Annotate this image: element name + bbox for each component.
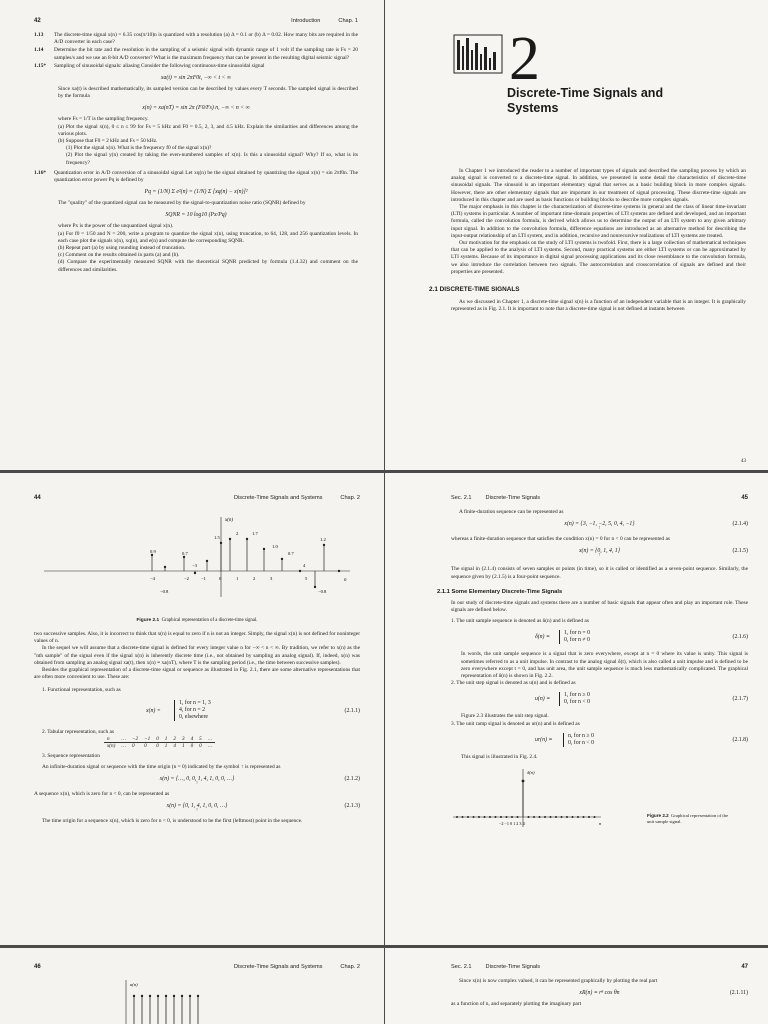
tick-label: 5 bbox=[305, 576, 308, 581]
paragraph: In Chapter 1 we introduced the reader to a number of important types of signals and described the sampling process by which an analog signal is converted to a discrete-time signal. In addition, we presented in some detail the characteristics of discrete-time sinusoidal signals. The sinusoid is an important elementary signal that serves as a basic building block in more complex signals. However, there are other elementary signals that are important in our treatment of signal processing. These discrete-time signals are introduced in this chapter and are used as basis functions or building blocks to describe more complex signals. bbox=[451, 168, 746, 203]
paragraph: two successive samples. Also, it is incorrect to think that x(n) is equal to zero if n is not an integer. Simply, the signal x(n) is not defined for noninteger values of n. bbox=[34, 631, 360, 645]
paragraph: The major emphasis in this chapter is the characterization of discrete-time systems in general and the class of linear time-invariant (LTI) systems in particular. A number of important time-domain properties of LTI systems are defined and developed, and an important formula, called the convolution formula, is derived which allows us to determine the output of an LTI system to any given arbitrary input signal. In addition to the convolution formula, difference equations are introduced as an alternative method for describing the input-output relationship of an LTI system, and in addition, recursive and nonrecursive realizations of LTI systems are treated. bbox=[451, 204, 746, 239]
impulse-marker bbox=[522, 780, 525, 783]
part-a: (a) Plot the signal x(n), 0 ≤ n ≤ 99 for Fs = 5 kHz and F0 = 0.5, 2, 3, and 4.5 kHz. Explain the similarities and differences among the various plots. bbox=[58, 123, 358, 137]
sample-marker bbox=[577, 816, 579, 818]
sample-marker bbox=[561, 816, 563, 818]
value-label: 0.9 bbox=[150, 549, 156, 554]
page-47 bbox=[385, 948, 768, 1024]
exercise-1-13: 1.13 The discrete-time signal x(n) = 6.35 cos(π/10)n is quantized with a resolution (a) Δ = 0.1 or (b) Δ = 0.02. How many bits are required in the A/D converter in each case? bbox=[34, 32, 358, 46]
paragraph: As we discussed in Chapter 1, a discrete-time signal x(n) is a function of an independent variable that is an integer. It is graphically represented as in Fig. 2.1. It is important to note that a discrete-time signal is not defined at instants between bbox=[451, 299, 746, 313]
figure-2-2 bbox=[451, 765, 748, 835]
paragraph: In words, the unit sample sequence is a signal that is zero everywhere, except at n = 0 where its value is unity. This signal is sometimes referred to as a unit impulse. In contrast to the analog signal δ(t), which is also called a unit impulse and is defined to be zero everywhere except t = 0, and has unit area, the unit sample sequence is much less mathematically complicated. The graphical representation of δ(n) is shown in Fig. 2.2. bbox=[461, 651, 748, 680]
equation: x(n) = xa(nT) = sin 2π (F0/Fs) n, −∞ < n < ∞ bbox=[142, 105, 250, 112]
list-item: 3. The unit ramp signal is denoted as ur(n) and is defined as bbox=[451, 720, 580, 727]
table-cell: 2 bbox=[170, 736, 179, 743]
paragraph: Our motivation for the emphasis on the study of LTI systems is twofold. First, there is a large collection of mathematical techniques that can be applied to the analysis of LTI systems. Second, many practical systems are either LTI systems or can be approximated by LTI systems. Because of its importance in digital signal processing applications and its close resemblance to the convolution formula, we also introduce the correlation between two signals. The autocorrelation and crosscorrelation of signals are defined and their properties are presented. bbox=[451, 240, 746, 275]
tick-label: 0 bbox=[219, 576, 222, 581]
page-number: 42 bbox=[34, 18, 41, 24]
exercise-1-16: 1.16* Quantization error in A/D conversion of a sinusoidal signal Let xq(n) be the signal obtained by quantizing the signal x(n) = sin 2πf0n. The quantization error power Pq is defined by bbox=[34, 169, 358, 184]
value-label: −0.8 bbox=[160, 589, 169, 594]
sample-marker bbox=[478, 816, 480, 818]
sample-marker bbox=[473, 816, 475, 818]
chapter-label: Chap. 2 bbox=[340, 495, 360, 501]
table-cell: 1 bbox=[164, 742, 168, 749]
table-cell: 0 bbox=[156, 742, 159, 749]
unit-step-plot bbox=[112, 978, 232, 1024]
sample-marker bbox=[511, 816, 513, 818]
tabular-representation bbox=[104, 736, 215, 749]
sample-marker bbox=[489, 816, 491, 818]
stem-marker bbox=[181, 995, 183, 997]
exercise-1-15: 1.15* Sampling of sinusoidal signals: aliasing Consider the following continuous-time sinusoidal signal bbox=[34, 62, 265, 69]
stem-marker bbox=[194, 572, 196, 574]
running-head: Introduction bbox=[291, 18, 321, 24]
value-label: 1.7 bbox=[252, 531, 258, 536]
equation: xa(t) = sin 2πF0t, −∞ < t < ∞ bbox=[160, 75, 232, 82]
equation-2-1-3: x(n) = {0, 1, 4, 1, 0, 0, …} (2.1.3) ↑ bbox=[166, 803, 360, 814]
value-label: 1.0 bbox=[272, 544, 278, 549]
figure-2-1-stem-plot bbox=[34, 509, 360, 609]
x-axis-label: n bbox=[599, 821, 602, 827]
value-label: 0.7 bbox=[182, 551, 188, 556]
table-cell: −1 bbox=[141, 736, 153, 743]
table-cell: x(n) bbox=[107, 742, 116, 749]
tick-label: −4 bbox=[150, 576, 155, 581]
paragraph: Since x(n) is now complex valued, it can be represented graphically by plotting the real part bbox=[459, 978, 658, 984]
page-header bbox=[34, 495, 360, 501]
sample-marker bbox=[500, 816, 502, 818]
chapter-emblem-icon bbox=[453, 34, 503, 74]
stem-marker bbox=[189, 995, 191, 997]
table-cell: … bbox=[121, 742, 126, 749]
table-cell: 5 bbox=[196, 736, 205, 743]
sample-marker bbox=[588, 816, 590, 818]
paragraph: Figure 2.3 illustrates the unit step signal. bbox=[461, 713, 549, 720]
list-item: 2. Tabular representation, such as bbox=[42, 728, 114, 735]
stem-marker bbox=[133, 995, 135, 997]
page-42 bbox=[0, 0, 384, 470]
value-label: −3 bbox=[192, 563, 197, 568]
equation: SQNR = 10 log10 (Px/Pq) bbox=[165, 212, 227, 219]
table-cell: 0 bbox=[131, 742, 135, 749]
page-header bbox=[451, 964, 748, 970]
equation-2-1-1: x(n) = 1, for n = 1, 3 4, for n = 2 0, elsewhere (2.1.1) bbox=[146, 699, 360, 720]
subsection-heading: 2.1.1 Some Elementary Discrete-Time Signals bbox=[437, 588, 563, 595]
tick-label: −2 bbox=[184, 576, 189, 581]
paragraph: A sequence x(n), which is zero for n < 0, can be represented as bbox=[34, 791, 170, 798]
page-44 bbox=[0, 473, 384, 945]
stem-marker bbox=[164, 566, 166, 568]
equation-2-1-6: δ(n) ≡ 1, for n = 0 0, for n ≠ 0 (2.1.6) bbox=[535, 630, 748, 644]
sample-marker bbox=[456, 816, 458, 818]
y-axis-label: x(n) bbox=[225, 518, 234, 523]
running-head: Discrete-Time Signals bbox=[485, 495, 541, 501]
list-item: 3. Sequence representation bbox=[42, 752, 100, 759]
tick-label: 1 bbox=[236, 576, 239, 581]
stem-marker bbox=[206, 560, 208, 562]
sample-marker bbox=[495, 816, 497, 818]
part-c: (c) Comment on the results obtained in parts (a) and (b). bbox=[58, 252, 180, 259]
stem-marker bbox=[165, 995, 167, 997]
value-label: −0.8 bbox=[318, 589, 327, 594]
page-header bbox=[34, 964, 360, 970]
table-cell: 0 bbox=[190, 742, 194, 749]
exercise-1-14: 1.14 Determine the bit rate and the resolution in the sampling of a seismic signal with dynamic range of 1 volt if the sampling rate is Fs = 20 samples/s and we use an 8-bit A/D converter? What is the maximum frequency that can be present in the resulting digital seismic signal? bbox=[34, 47, 358, 61]
paragraph: as a function of n, and separately plotting the imaginary part bbox=[451, 1001, 582, 1008]
part-b1: (1) Plot the signal x(n). What is the frequency f0 of the signal x(n)? bbox=[66, 145, 212, 152]
stem-marker bbox=[149, 995, 151, 997]
page-number: 46 bbox=[34, 964, 41, 970]
sample-marker bbox=[544, 816, 546, 818]
equation-2-1-8: ur(n) ≡ n, for n ≥ 0 0, for n < 0 (2.1.8) bbox=[535, 732, 748, 746]
table-cell: … bbox=[118, 736, 129, 743]
part-b: (b) Suppose that F0 = 2 kHz and Fs = 50 kHz. bbox=[58, 138, 158, 145]
sample-marker bbox=[467, 816, 469, 818]
equation-2-1-5: x(n) = {0, 1, 4, 1} (2.1.5) ↑ bbox=[578, 548, 748, 559]
sample-marker bbox=[583, 816, 585, 818]
table-cell: … bbox=[207, 742, 213, 749]
table-cell: 4 bbox=[173, 742, 176, 749]
part-b2: (2) Plot the signal y(n) created by taking the even-numbered samples of x(n). Is this a sinusoidal signal? Why? If so, what is its frequency? bbox=[66, 152, 358, 166]
section-label: Sec. 2.1 bbox=[451, 495, 472, 501]
equation: Pq = (1/N) Σ e²(n) = (1/N) Σ [xq(n) − x(n)]² bbox=[144, 189, 248, 196]
table-cell: n bbox=[104, 736, 118, 743]
paragraph: Since xa(t) is described mathematically, its sampled version can be described by values every T seconds. The sampled signal is described by the formula bbox=[58, 86, 358, 100]
page-46 bbox=[0, 948, 384, 1024]
value-label: 0.7 bbox=[288, 551, 294, 556]
page-header bbox=[34, 18, 358, 24]
stem-marker bbox=[229, 538, 231, 540]
equation-2-1-2: x(n) = {…, 0, 0, 1, 4, 1, 0, 0, …} (2.1.2) ↑ bbox=[159, 776, 360, 787]
part-b: (b) Repeat part (a) by using rounding instead of truncation. bbox=[58, 245, 186, 252]
paragraph: A finite-duration sequence can be represented as bbox=[459, 509, 564, 515]
paragraph: An infinite-duration signal or sequence with the time origin (n = 0) indicated by the symbol ↑ is represented as bbox=[42, 764, 281, 771]
running-head: Discrete-Time Signals bbox=[485, 964, 541, 970]
table-cell: 3 bbox=[179, 736, 188, 743]
chapter-number: 2 bbox=[509, 25, 540, 93]
stem-marker bbox=[151, 554, 153, 556]
tick-label: 2 bbox=[253, 576, 256, 581]
table-cell: −2 bbox=[129, 736, 141, 743]
stem-marker bbox=[173, 995, 175, 997]
sample-marker bbox=[484, 816, 486, 818]
table-cell: 4 bbox=[188, 736, 197, 743]
paragraph: In our study of discrete-time signals and systems there are a number of basic signals that appear often and play an important role. These signals are defined below. bbox=[451, 599, 748, 614]
page-45 bbox=[385, 473, 768, 945]
sample-marker bbox=[533, 816, 535, 818]
sample-marker bbox=[566, 816, 568, 818]
list-item: 1. The unit sample sequence is denoted as δ(n) and is defined as bbox=[451, 618, 589, 625]
value-label: 1.2 bbox=[320, 537, 326, 542]
paragraph: The time origin for a sequence x(n), which is zero for n < 0, is understood to be the first (leftmost) point in the sequence. bbox=[42, 818, 303, 825]
sample-marker bbox=[528, 816, 530, 818]
value-label: 2 bbox=[236, 531, 239, 536]
page-number: 45 bbox=[741, 495, 748, 501]
stem-marker bbox=[246, 538, 248, 540]
section-label: Sec. 2.1 bbox=[451, 964, 472, 970]
tick-label: 3 bbox=[270, 576, 273, 581]
paragraph: The signal in (2.1.4) consists of seven samples or points (in time), so it is called or identified as a seven-point sequence. Similarly, the sequence given by (2.1.5) is a four-point sequence. bbox=[451, 566, 748, 580]
table-cell: 0 bbox=[199, 742, 202, 749]
paragraph: The "quality" of the quantized signal can be measured by the signal-to-quantization noise ratio (SQNR) defined by bbox=[58, 200, 306, 207]
paragraph: Besides the graphical representation of a discrete-time signal or sequence as illustrated in Fig. 2.1, there are some alternative representations that are often more convenient to use. These are: bbox=[34, 667, 360, 681]
y-axis-label: δ(n) bbox=[527, 770, 535, 776]
paragraph: whereas a finite-duration sequence that satisfies the condition x(n) = 0 for n < 0 can be represented as bbox=[451, 536, 670, 543]
sample-marker bbox=[517, 816, 519, 818]
step-stems bbox=[133, 995, 199, 1024]
paragraph: where Fs = 1/T is the sampling frequency. bbox=[58, 116, 149, 123]
stem-marker bbox=[338, 570, 340, 572]
stem-marker bbox=[183, 556, 185, 558]
table-cell: 0 bbox=[153, 736, 162, 743]
equation-2-1-11: xR(n) ≡ rⁿ cos θn (2.1.11) bbox=[579, 990, 748, 997]
page-number: 44 bbox=[34, 495, 41, 501]
tick-label: −1 bbox=[201, 576, 206, 581]
sample-marker bbox=[555, 816, 557, 818]
tick-labels bbox=[150, 576, 308, 581]
stem-marker bbox=[263, 548, 265, 550]
stem-marker bbox=[323, 544, 325, 546]
x-axis-label: n bbox=[344, 578, 347, 583]
page-43 bbox=[385, 0, 768, 470]
sample-marker bbox=[572, 816, 574, 818]
tick-labels: −2 −1 0 1 2 3 4 bbox=[499, 821, 525, 827]
stem-marker bbox=[299, 570, 301, 572]
value-label: 4 bbox=[303, 563, 306, 568]
stem-marker bbox=[197, 995, 199, 997]
paragraph: This signal is illustrated in Fig. 2.4. bbox=[461, 753, 538, 760]
unit-sample-plot bbox=[451, 765, 631, 835]
running-head: Discrete-Time Signals and Systems bbox=[234, 964, 323, 970]
paragraph: where Px is the power of the unquantized signal x(n). bbox=[58, 223, 174, 230]
section-heading: 2.1 DISCRETE-TIME SIGNALS bbox=[429, 286, 520, 294]
sample-marker bbox=[462, 816, 464, 818]
running-head: Discrete-Time Signals and Systems bbox=[234, 495, 323, 501]
equation-2-1-7: u(n) ≡ 1, for n ≥ 0 0, for n < 0 (2.1.7) bbox=[535, 692, 748, 706]
figure-caption: Figure 2.2 Graphical representation of the unit sample signal. bbox=[647, 813, 729, 825]
page-number: 43 bbox=[741, 459, 746, 464]
page-number: 47 bbox=[741, 964, 748, 970]
table-cell: 0 bbox=[144, 742, 147, 749]
sample-marker bbox=[506, 816, 508, 818]
stems-group bbox=[151, 538, 340, 588]
sample-marker bbox=[550, 816, 552, 818]
stem-marker bbox=[314, 586, 316, 588]
sample-marker bbox=[594, 816, 596, 818]
stem-marker bbox=[220, 542, 222, 544]
table-cell: 1 bbox=[162, 736, 171, 743]
value-label: 1.5 bbox=[214, 535, 220, 540]
sample-marker bbox=[539, 816, 541, 818]
stem-marker bbox=[141, 995, 143, 997]
list-item: 2. The unit step signal is denoted as u(n) and is defined as bbox=[451, 680, 576, 687]
figure-caption: Figure 2.1 Graphical representation of a discrete-time signal. bbox=[136, 618, 258, 623]
chapter-label: Chap. 1 bbox=[338, 18, 358, 24]
equation-2-1-4: x(n) = {3, −1, −2, 5, 0, 4, −1} (2.1.4) ↑ bbox=[564, 521, 748, 532]
table-cell: … bbox=[205, 736, 216, 743]
stem-marker bbox=[281, 558, 283, 560]
page-header bbox=[451, 495, 748, 501]
table-cell: 1 bbox=[181, 742, 185, 749]
value-labels bbox=[150, 531, 327, 594]
chapter-title: Discrete-Time Signals and Systems bbox=[507, 86, 664, 115]
part-a: (a) For f0 = 1/50 and N = 200, write a program to quantize the signal x(n), using truncation, to 64, 128, and 256 quantization levels. In each case plot the signals x(n), xq(n), and e(n) and compute the corresponding SQNR. bbox=[58, 230, 358, 244]
y-axis-label: u(n) bbox=[130, 982, 138, 987]
chapter-label: Chap. 2 bbox=[340, 964, 360, 970]
table-row bbox=[104, 742, 215, 749]
paragraph: In the sequel we will assume that a discrete-time signal is defined for every integer value n for −∞ < n < ∞. By tradition, we refer to x(n) as the "nth sample" of the signal even if the signal x(n) is inherently discrete time (i.e., not obtained by sampling an analog signal). If, indeed, x(n) was obtained from sampling an analog signal xa(t), then x(n) ≡ xa(nT), where T is the sampling period (i.e., the time between successive samples). bbox=[34, 645, 360, 666]
part-d: (d) Compare the experimentally measured SQNR with the theoretical SQNR predicted by formula (1.4.32) and comment on the differences and similarities. bbox=[58, 259, 358, 273]
stem-marker bbox=[157, 995, 159, 997]
list-item: 1. Functional representation, such as bbox=[42, 687, 121, 694]
